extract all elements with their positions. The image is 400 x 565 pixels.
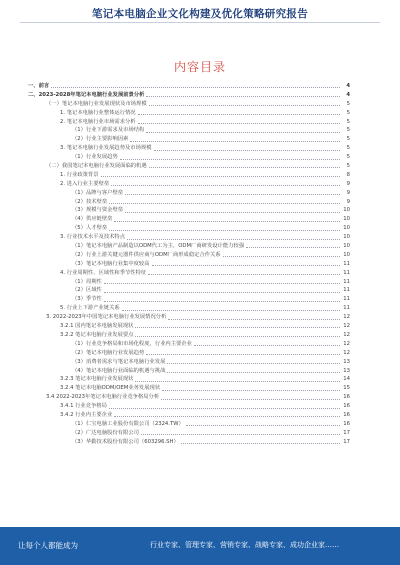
toc-entry-text: 1. 行业政策背景 <box>60 171 99 178</box>
toc-entry[interactable] <box>28 420 350 429</box>
toc-entry-page: 10 <box>343 251 350 258</box>
toc-entry-text: 一、前言 <box>28 83 50 89</box>
toc-leader-dots <box>167 363 340 364</box>
page-header <box>0 0 400 26</box>
toc-entry-text: （1）行业发展趋势 <box>72 154 118 161</box>
toc-entry-page: 11 <box>343 296 350 303</box>
toc-leader-dots <box>149 167 340 168</box>
toc-entry-page: 8 <box>346 171 350 178</box>
toc-leader-dots <box>168 319 340 320</box>
toc-entry[interactable] <box>28 135 350 144</box>
toc-entry-text: （2）技术壁垒 <box>72 198 108 205</box>
toc-entry[interactable] <box>28 171 350 180</box>
toc-entry-page: 9 <box>346 180 350 187</box>
toc-entry-page: 5 <box>346 127 350 134</box>
toc-entry-page: 4 <box>346 83 350 89</box>
toc-entry-page: 5 <box>346 145 350 152</box>
toc-entry-page: 16 <box>343 420 350 427</box>
toc-leader-dots <box>109 408 340 409</box>
toc-entry-page: 5 <box>346 163 350 170</box>
toc-leader-dots <box>114 221 340 222</box>
toc-entry[interactable] <box>28 215 350 224</box>
toc-entry-text: （1）品牌与客户壁垒 <box>72 189 124 196</box>
toc-leader-dots <box>104 283 340 284</box>
toc-leader-dots <box>141 434 340 435</box>
toc-entry-page: 9 <box>346 189 350 196</box>
toc-entry-text: 3.2.4 笔记本电脑ODM/OEM业务发展现状 <box>60 385 161 392</box>
toc-entry[interactable] <box>28 393 350 402</box>
toc-entry[interactable] <box>28 402 350 411</box>
toc-entry-text: 3.4.1 行业竞争格局 <box>60 403 107 410</box>
toc-entry-text: （3）笔记本电脑行业集中度较高 <box>72 260 150 267</box>
toc-entry-page: 10 <box>343 225 350 232</box>
toc-entry[interactable] <box>28 206 350 215</box>
toc-entry[interactable] <box>28 153 350 162</box>
toc-leader-dots <box>246 247 340 248</box>
toc-entry-page: 10 <box>343 234 350 241</box>
toc-entry-page: 17 <box>343 429 350 436</box>
toc-leader-dots <box>109 230 340 231</box>
toc-leader-dots <box>146 354 340 355</box>
toc-entry[interactable] <box>28 162 350 171</box>
toc-leader-dots <box>194 345 340 346</box>
toc-leader-dots <box>135 327 340 328</box>
toc-entry-text: 3.2.1 国内笔记本电脑发展现状 <box>60 323 134 330</box>
toc-leader-dots <box>138 123 340 124</box>
toc-entry-page: 12 <box>343 331 350 338</box>
toc-leader-dots <box>104 301 340 302</box>
toc-entry[interactable] <box>28 313 350 322</box>
toc-entry-text: （1）行业竞争格局和市场化程度，行业内主要企业 <box>72 340 192 347</box>
toc-entry-text: （1）仁宝电脑工业股份有限公司（2324.TW） <box>72 420 184 427</box>
toc-entry-text: 3.4.2 行业内主要企业 <box>60 411 113 418</box>
toc-entry[interactable] <box>28 126 350 135</box>
toc-leader-dots <box>149 105 340 106</box>
toc-entry[interactable] <box>28 180 350 189</box>
toc-entry-text: 4. 行业周期性、区域性和季节性特征 <box>60 269 147 276</box>
toc-entry[interactable] <box>28 438 350 447</box>
toc-entry[interactable] <box>28 109 350 118</box>
toc-leader-dots <box>101 176 340 177</box>
toc-entry[interactable] <box>28 349 350 358</box>
toc-entry-page: 17 <box>343 438 350 445</box>
toc-entry-text: （二）我国笔记本电脑行业发展面临的机遇 <box>46 163 147 170</box>
toc-leader-dots <box>146 132 340 133</box>
toc-entry-page: 15 <box>343 385 350 392</box>
toc-entry-text: 1. 笔记本电脑行业整体运行情况 <box>60 109 136 116</box>
toc-leader-dots <box>120 159 340 160</box>
toc-entry-text: （2）区域性 <box>72 287 102 294</box>
toc-entry-text: 3.4 2022-2023年笔记本电脑行业竞争格局分析 <box>46 394 160 401</box>
toc-entry[interactable] <box>28 322 350 331</box>
toc-leader-dots <box>186 425 340 426</box>
toc-leader-dots <box>181 443 340 444</box>
toc-entry-text: （3）华勤技术股份有限公司（603296.SH） <box>72 438 179 445</box>
toc-leader-dots <box>135 381 340 382</box>
toc-entry[interactable] <box>28 198 350 207</box>
toc-entry[interactable] <box>28 340 350 349</box>
toc-entry[interactable] <box>28 411 350 420</box>
toc-entry[interactable] <box>28 242 350 251</box>
toc-leader-dots <box>122 310 340 311</box>
toc-leader-dots <box>111 185 340 186</box>
page-footer <box>0 527 400 565</box>
footer-slogan-right: 行业专家、管理专家、营销专家、战略专家、成功企业家…… <box>150 541 339 549</box>
toc-entry-page: 12 <box>343 349 350 356</box>
toc-entry[interactable] <box>28 358 350 367</box>
toc-leader-dots <box>138 114 340 115</box>
toc-entry-page: 12 <box>343 323 350 330</box>
toc-entry[interactable] <box>28 91 350 100</box>
toc-entry[interactable] <box>28 375 350 384</box>
toc-entry-page: 10 <box>343 207 350 214</box>
toc-leader-dots <box>125 194 340 195</box>
toc-entry-text: （1）行业下游需求及市场结构 <box>72 127 145 134</box>
table-of-contents <box>28 82 350 447</box>
toc-entry-page: 12 <box>343 340 350 347</box>
toc-entry-page: 12 <box>343 314 350 321</box>
toc-entry-page: 4 <box>346 91 350 98</box>
toc-entry[interactable] <box>28 367 350 376</box>
toc-leader-dots <box>104 292 340 293</box>
toc-entry-page: 5 <box>346 100 350 107</box>
toc-leader-dots <box>162 390 340 391</box>
footer-slogan-left: 让每个人都能成为 <box>18 541 78 550</box>
toc-leader-dots <box>51 87 340 88</box>
toc-entry-text: （3）消费者需求与笔记本电脑行业发展 <box>72 358 166 365</box>
toc-entry-page: 13 <box>343 367 350 374</box>
toc-entry-text: （5）人才壁垒 <box>72 225 108 232</box>
toc-entry-page: 11 <box>343 287 350 294</box>
header-divider <box>20 22 380 23</box>
toc-entry[interactable] <box>28 82 350 91</box>
toc-entry-text: 2. 笔记本电脑行业市场需求分析 <box>60 118 136 125</box>
toc-entry[interactable] <box>28 429 350 438</box>
toc-leader-dots <box>114 416 340 417</box>
toc-entry-page: 11 <box>343 305 350 312</box>
toc-leader-dots <box>130 141 340 142</box>
toc-entry-page: 16 <box>343 411 350 418</box>
toc-entry-text: （2）笔记本电脑行业发展趋势 <box>72 349 145 356</box>
toc-entry-text: 3.2.2 笔记本电脑行业发展要点 <box>60 331 134 338</box>
toc-entry[interactable] <box>28 100 350 109</box>
toc-entry-page: 5 <box>346 136 350 143</box>
toc-leader-dots <box>148 274 340 275</box>
toc-leader-dots <box>152 265 340 266</box>
toc-entry-text: （1）笔记本电脑产品制造以ODM代工为主，ODM厂商研发设计能力较强 <box>72 243 245 250</box>
toc-entry[interactable] <box>28 189 350 198</box>
toc-entry[interactable] <box>28 224 350 233</box>
toc-entry[interactable] <box>28 278 350 287</box>
toc-entry-text: （一）笔记本电脑行业发展现状及市场规模 <box>46 100 147 107</box>
toc-leader-dots <box>127 239 340 240</box>
toc-entry-text: 2. 进入行业主要壁垒 <box>60 180 110 187</box>
toc-entry-page: 14 <box>343 376 350 383</box>
toc-leader-dots <box>125 212 340 213</box>
toc-entry[interactable] <box>28 260 350 269</box>
toc-entry[interactable] <box>28 304 350 313</box>
toc-entry-text: 二、2023-2028年笔记本电脑行业发展前景分析 <box>28 91 145 98</box>
toc-leader-dots <box>109 203 340 204</box>
toc-entry[interactable] <box>28 251 350 260</box>
toc-entry-page: 11 <box>343 278 350 285</box>
toc-entry-page: 5 <box>346 109 350 116</box>
toc-entry-text: 3. 行业技术水平及技术特点 <box>60 234 126 241</box>
toc-entry-text: （2）行业上游关键元器件供应商与ODM厂商形成稳定合作关系 <box>72 251 221 258</box>
toc-entry[interactable] <box>28 384 350 393</box>
toc-heading: 内容目录 <box>173 60 226 74</box>
toc-entry[interactable] <box>28 118 350 127</box>
toc-leader-dots <box>146 96 340 97</box>
toc-entry-text: （4）笔记本电脑行业面临的机遇与挑战 <box>72 367 166 374</box>
toc-leader-dots <box>167 372 340 373</box>
toc-entry[interactable] <box>28 286 350 295</box>
toc-entry[interactable] <box>28 269 350 278</box>
toc-entry-text: 3. 笔记本电脑行业发展趋势及市场规模 <box>60 145 152 152</box>
toc-entry-page: 11 <box>343 260 350 267</box>
toc-entry[interactable] <box>28 144 350 153</box>
toc-entry-page: 10 <box>343 216 350 223</box>
toc-leader-dots <box>223 256 340 257</box>
toc-entry-text: （4）供应链壁垒 <box>72 216 113 223</box>
toc-entry[interactable] <box>28 295 350 304</box>
toc-entry-page: 5 <box>346 118 350 125</box>
toc-entry-text: （3）规模与资金壁垒 <box>72 207 124 214</box>
toc-entry-page: 13 <box>343 358 350 365</box>
toc-entry-page: 16 <box>343 394 350 401</box>
toc-leader-dots <box>154 150 341 151</box>
toc-entry-page: 5 <box>346 154 350 161</box>
toc-leader-dots <box>135 336 340 337</box>
toc-entry-page: 11 <box>343 269 350 276</box>
toc-leader-dots <box>161 399 340 400</box>
toc-entry-text: （1）周期性 <box>72 278 102 285</box>
toc-entry-page: 10 <box>343 243 350 250</box>
toc-entry-text: 5. 行业上下游产业链关系 <box>60 305 120 312</box>
report-title: 笔记本电脑企业文化构建及优化策略研究报告 <box>92 8 308 20</box>
toc-entry-text: （2）行业主要影响因素 <box>72 136 129 143</box>
toc-entry-text: 3.2.3 笔记本电脑行业发展现状 <box>60 376 134 383</box>
toc-entry-text: （2）广达电脑股份有限公司 <box>72 429 139 436</box>
toc-entry-page: 16 <box>343 403 350 410</box>
toc-entry[interactable] <box>28 331 350 340</box>
toc-entry-text: （3）季节性 <box>72 296 102 303</box>
toc-entry-text: 3. 2022-2023年中国笔记本电脑行业发展情况分析 <box>46 314 167 321</box>
toc-entry[interactable] <box>28 233 350 242</box>
toc-entry-page: 9 <box>346 198 350 205</box>
